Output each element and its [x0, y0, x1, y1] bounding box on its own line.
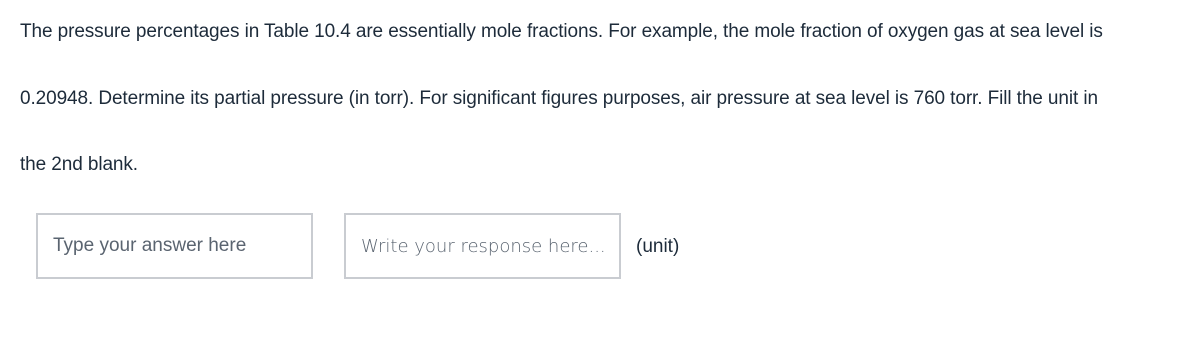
answer-unit-input[interactable] — [346, 215, 619, 277]
question-line-1: The pressure percentages in Table 10.4 are essentially mole fractions. For example, the mole fraction of oxygen gas at sea level is — [20, 21, 1103, 42]
question-line-3: the 2nd blank. — [20, 154, 138, 175]
unit-label: (unit) — [636, 236, 680, 257]
answer-value-box[interactable] — [36, 213, 313, 279]
answer-value-input[interactable] — [38, 215, 311, 277]
question-line-2: 0.20948. Determine its partial pressure (in torr). For significant figures purposes, air pressure at sea level is 760 torr. Fill the unit in — [20, 88, 1098, 109]
answer-unit-box[interactable] — [344, 213, 621, 279]
